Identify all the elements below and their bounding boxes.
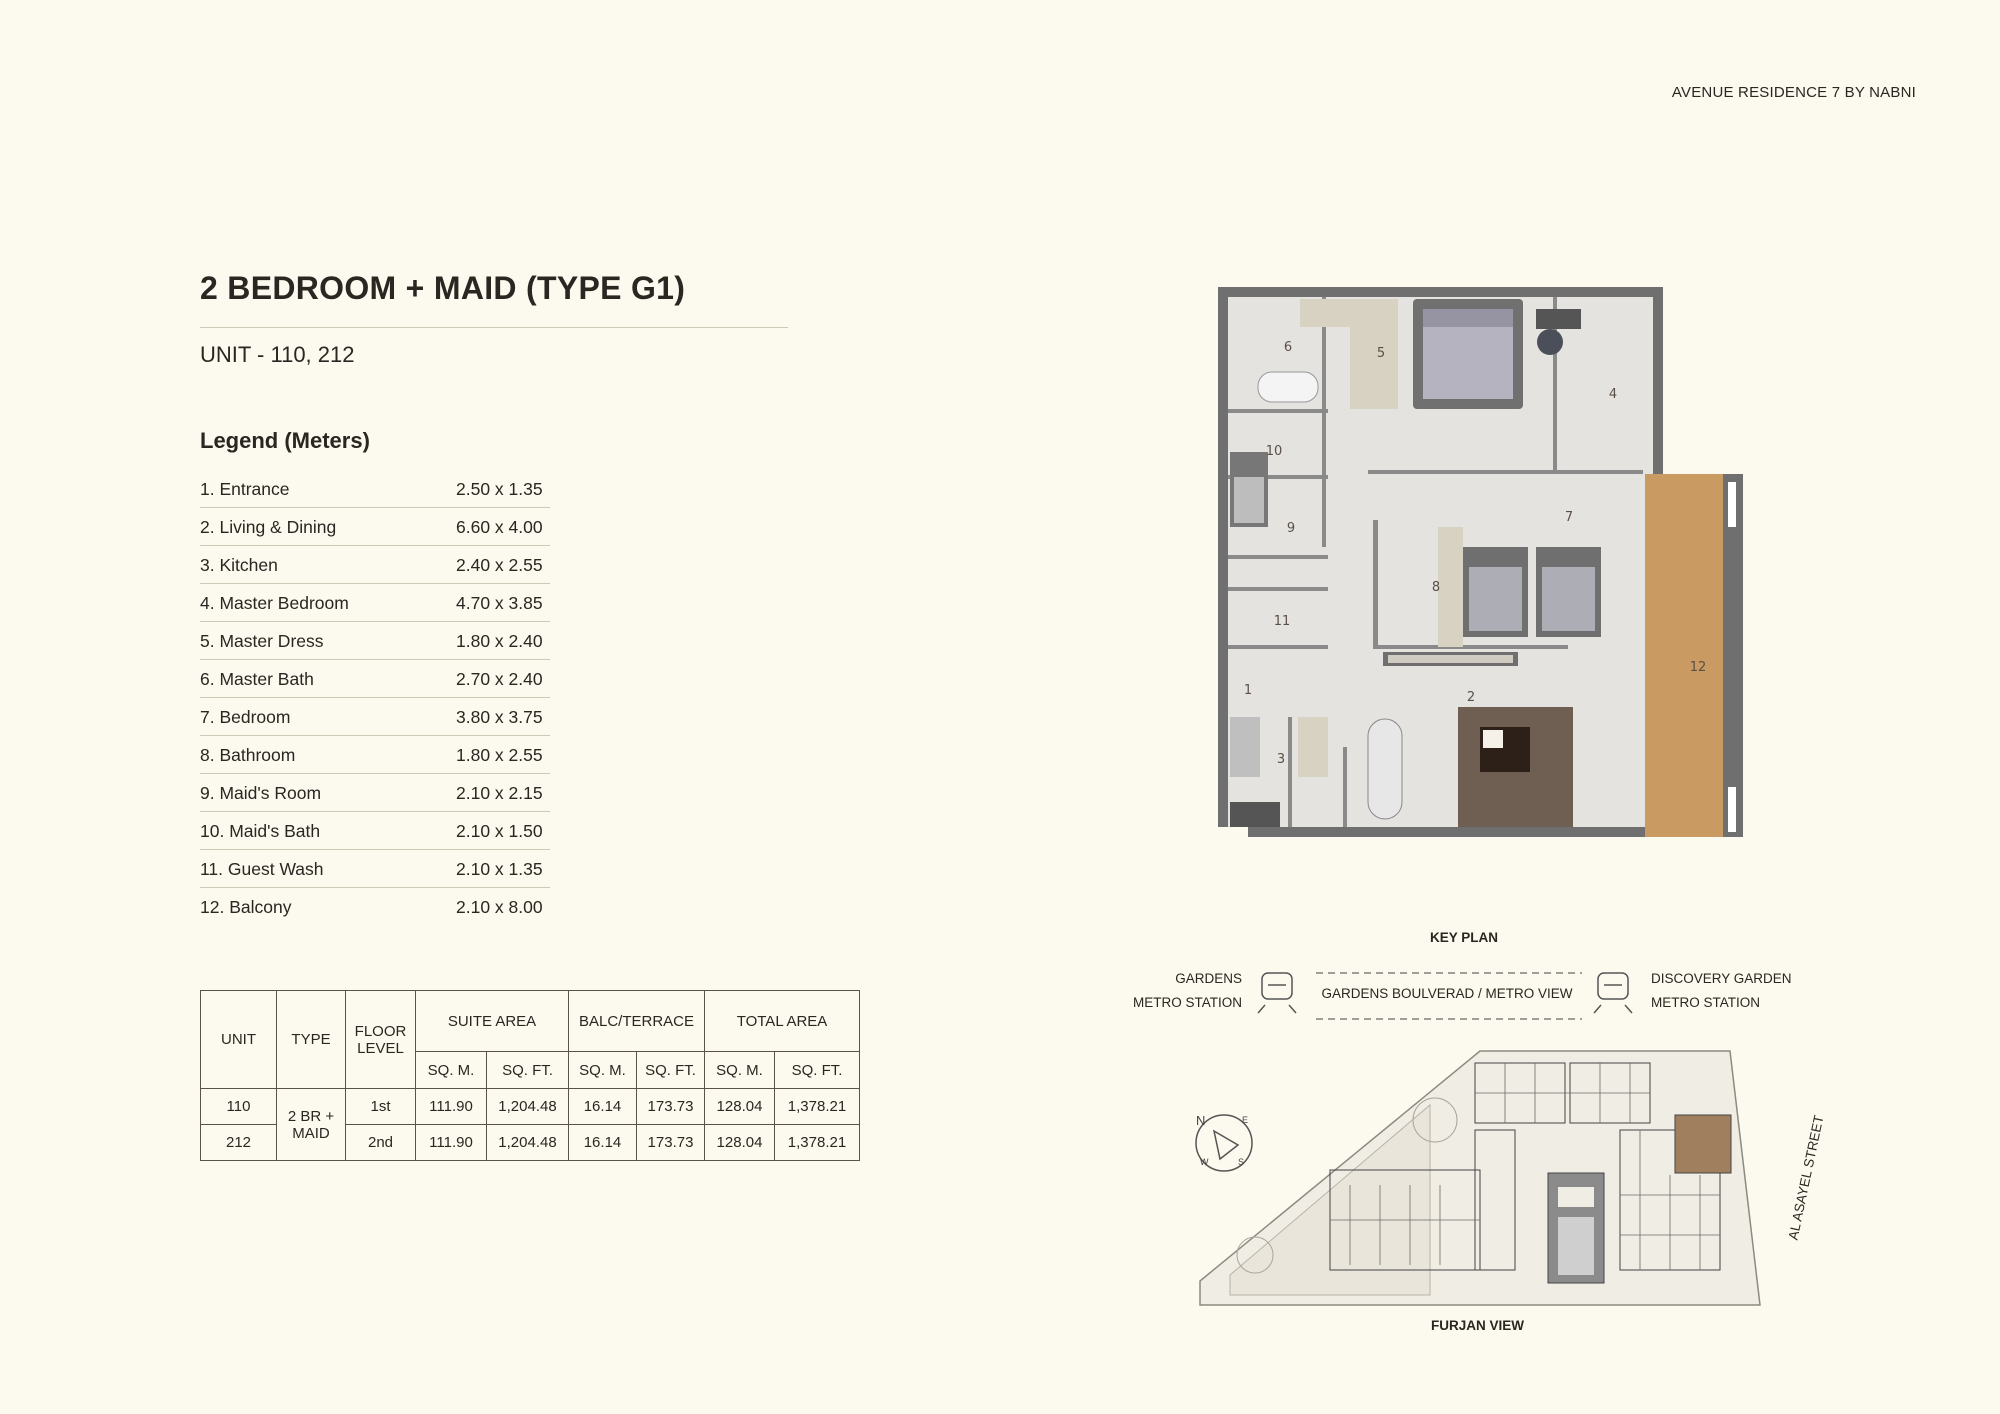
legend-row (200, 660, 550, 698)
header-balc-sqft: SQ. FT. (637, 1052, 705, 1089)
cell-balc-sqm: 16.14 (569, 1125, 637, 1161)
legend-room-name: 9. Maid's Room (200, 783, 322, 803)
header-suite-sqm: SQ. M. (416, 1052, 487, 1089)
left-station-line2: METRO STATION (1133, 995, 1242, 1010)
compass-s: S (1238, 1157, 1245, 1167)
room-number-10: 10 (1265, 444, 1283, 459)
cell-floor: 2nd (346, 1125, 416, 1161)
right-station-line2: METRO STATION (1651, 995, 1760, 1010)
legend-row (200, 812, 550, 850)
cell-balc-sqm: 16.14 (569, 1089, 637, 1125)
header-suite-area: SUITE AREA (416, 991, 569, 1052)
room-number-6: 6 (1283, 340, 1293, 355)
legend-room-dimensions: 4.70 x 3.85 (456, 593, 543, 613)
legend-row (200, 698, 550, 736)
right-station-line1: DISCOVERY GARDEN (1651, 971, 1792, 986)
legend-row (200, 850, 550, 888)
room-number-4: 4 (1608, 387, 1618, 402)
balcony-glass (1728, 482, 1736, 527)
room-number-12: 12 (1689, 660, 1707, 675)
room-number-9: 9 (1286, 521, 1296, 536)
cell-unit: 110 (201, 1089, 277, 1125)
legend-row (200, 736, 550, 774)
header-balc-sqm: SQ. M. (569, 1052, 637, 1089)
compass-w: W (1200, 1157, 1209, 1167)
legend-row (200, 888, 550, 925)
legend-list (200, 470, 550, 925)
legend-row (200, 584, 550, 622)
cell-floor: 1st (346, 1089, 416, 1125)
cell-suite-sqft: 1,204.48 (487, 1125, 569, 1161)
title-divider (200, 327, 788, 328)
cell-balc-sqft: 173.73 (637, 1089, 705, 1125)
cell-unit: 212 (201, 1125, 277, 1161)
floor-plan (1218, 287, 1748, 842)
area-table (200, 990, 860, 1161)
compass-n: N (1196, 1113, 1206, 1128)
room-number-5: 5 (1376, 346, 1386, 361)
legend-room-dimensions: 2.50 x 1.35 (456, 479, 543, 499)
cell-type: 2 BR + MAID (277, 1089, 346, 1161)
left-metro-icon (1258, 973, 1296, 1013)
room-number-7: 7 (1564, 510, 1574, 525)
cell-total-sqft: 1,378.21 (775, 1125, 860, 1161)
room-number-8: 8 (1431, 580, 1441, 595)
key-plan-title: KEY PLAN (1430, 930, 1499, 945)
header-unit: UNIT (201, 991, 277, 1089)
legend-title: Legend (Meters) (200, 428, 370, 453)
legend-room-name: 2. Living & Dining (200, 517, 337, 537)
furjan-view-label: FURJAN VIEW (1431, 1318, 1525, 1333)
legend-room-name: 4. Master Bedroom (200, 593, 349, 613)
right-metro-icon (1594, 973, 1632, 1013)
site-plan (1200, 1051, 1760, 1305)
compass-e: E (1242, 1115, 1249, 1125)
legend-row (200, 470, 550, 508)
room-number-3: 3 (1276, 752, 1286, 767)
legend-room-name: 7. Bedroom (200, 707, 291, 727)
key-plan (1130, 955, 1850, 1315)
gardens-boulevard-label: GARDENS BOULVERAD / METRO VIEW (1321, 986, 1573, 1001)
legend-room-name: 1. Entrance (200, 479, 290, 499)
room-number-11: 11 (1273, 614, 1291, 629)
legend-row (200, 622, 550, 660)
cell-balc-sqft: 173.73 (637, 1125, 705, 1161)
unit-numbers: UNIT - 110, 212 (200, 342, 355, 367)
balcony-glass (1728, 787, 1736, 832)
cell-total-sqm: 128.04 (705, 1089, 775, 1125)
header-total-area: TOTAL AREA (705, 991, 860, 1052)
legend-room-dimensions: 2.70 x 2.40 (456, 669, 543, 689)
legend-room-dimensions: 2.10 x 1.35 (456, 859, 543, 879)
legend-room-dimensions: 2.10 x 2.15 (456, 783, 543, 803)
cell-suite-sqm: 111.90 (416, 1125, 487, 1161)
brand-name: AVENUE RESIDENCE 7 BY NABNI (1671, 84, 1916, 101)
header-total-sqm: SQ. M. (705, 1052, 775, 1089)
page-title: 2 BEDROOM + MAID (TYPE G1) (200, 270, 686, 306)
legend-room-dimensions: 6.60 x 4.00 (456, 517, 543, 537)
legend-room-dimensions: 2.10 x 8.00 (456, 897, 543, 917)
room-number-2: 2 (1466, 690, 1476, 705)
legend-room-dimensions: 1.80 x 2.40 (456, 631, 543, 651)
header-suite-sqft: SQ. FT. (487, 1052, 569, 1089)
header-type: TYPE (277, 991, 346, 1089)
legend-room-dimensions: 1.80 x 2.55 (456, 745, 543, 765)
cell-suite-sqm: 111.90 (416, 1089, 487, 1125)
balcony-edge (1723, 474, 1743, 837)
cell-total-sqm: 128.04 (705, 1125, 775, 1161)
legend-room-name: 5. Master Dress (200, 631, 324, 651)
legend-room-dimensions: 2.10 x 1.50 (456, 821, 543, 841)
legend-row (200, 508, 550, 546)
header-total-sqft: SQ. FT. (775, 1052, 860, 1089)
cell-suite-sqft: 1,204.48 (487, 1089, 569, 1125)
legend-room-name: 8. Bathroom (200, 745, 296, 765)
legend-room-name: 11. Guest Wash (200, 859, 324, 879)
legend-room-name: 3. Kitchen (200, 555, 278, 575)
legend-row (200, 546, 550, 584)
legend-row (200, 774, 550, 812)
legend-room-dimensions: 2.40 x 2.55 (456, 555, 543, 575)
header-balc-terrace: BALC/TERRACE (569, 991, 705, 1052)
entrance-gap (1218, 827, 1248, 842)
legend-room-name: 12. Balcony (200, 897, 292, 917)
cell-total-sqft: 1,378.21 (775, 1089, 860, 1125)
room-number-1: 1 (1243, 683, 1253, 698)
left-station-line1: GARDENS (1175, 971, 1242, 986)
legend-room-name: 10. Maid's Bath (200, 821, 321, 841)
al-asayel-street-label: AL ASAYEL STREET (1785, 1113, 1827, 1242)
unit-highlight (1675, 1115, 1731, 1173)
compass (1196, 1113, 1252, 1171)
legend-room-dimensions: 3.80 x 3.75 (456, 707, 543, 727)
legend-room-name: 6. Master Bath (200, 669, 314, 689)
header-floor-level: FLOOR LEVEL (346, 991, 416, 1089)
